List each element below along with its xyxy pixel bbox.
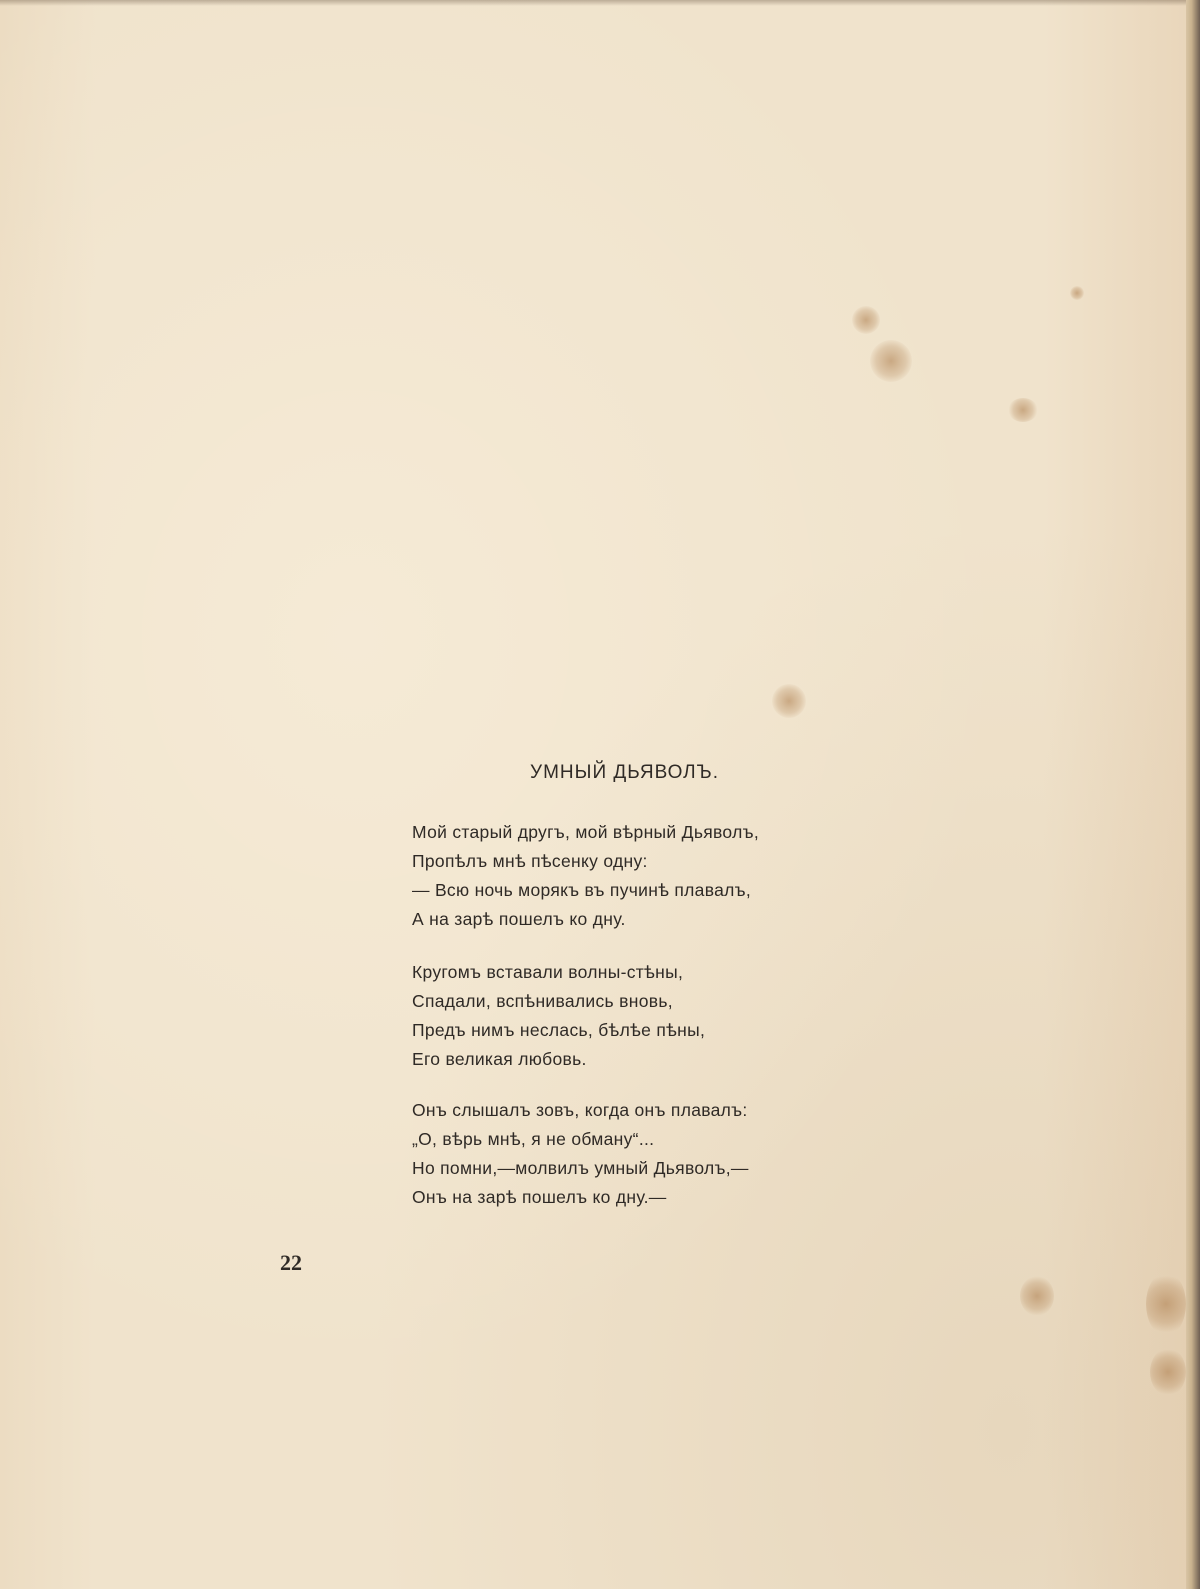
poem-title: УМНЫЙ ДЬЯВОЛЪ. <box>530 762 719 783</box>
stanza-3 <box>412 1096 749 1212</box>
poem-line: Но помни,—молвилъ умный Дьяволъ,— <box>412 1158 749 1178</box>
poem-line: Предъ нимъ неслась, бѣлѣе пѣны, <box>412 1020 706 1040</box>
stain-7 <box>1146 1272 1186 1336</box>
poem-line: А на зарѣ пошелъ ко дну. <box>412 909 626 929</box>
stanza-1 <box>412 818 759 934</box>
poem-line: — Всю ночь морякъ въ пучинѣ плавалъ, <box>412 880 752 900</box>
poem-line: Спадали, вспѣнивались вновь, <box>412 991 673 1011</box>
stain-1 <box>852 306 880 334</box>
stain-4 <box>1070 286 1084 300</box>
stain-8 <box>1150 1348 1186 1396</box>
poem-line: Кругомъ вставали волны-стѣны, <box>412 962 684 982</box>
stain-5 <box>772 684 806 718</box>
stain-3 <box>1008 398 1038 422</box>
page-number: 22 <box>280 1250 302 1275</box>
poem-line: Пропѣлъ мнѣ пѣсенку одну: <box>412 851 648 871</box>
poem-line: Онъ на зарѣ пошелъ ко дну.— <box>412 1187 667 1207</box>
stain-6 <box>1020 1276 1054 1316</box>
stanza-2 <box>412 958 705 1074</box>
poem-line: Мой старый другъ, мой вѣрный Дьяволъ, <box>412 822 759 842</box>
stain-2 <box>870 340 912 382</box>
poem-line: „О, вѣрь мнѣ, я не обману“... <box>412 1129 655 1149</box>
poem-line: Его великая любовь. <box>412 1049 587 1069</box>
poem-line: Онъ слышалъ зовъ, когда онъ плавалъ: <box>412 1100 748 1120</box>
book-spine-edge <box>1186 0 1200 1589</box>
page-top-shadow <box>0 0 1186 6</box>
